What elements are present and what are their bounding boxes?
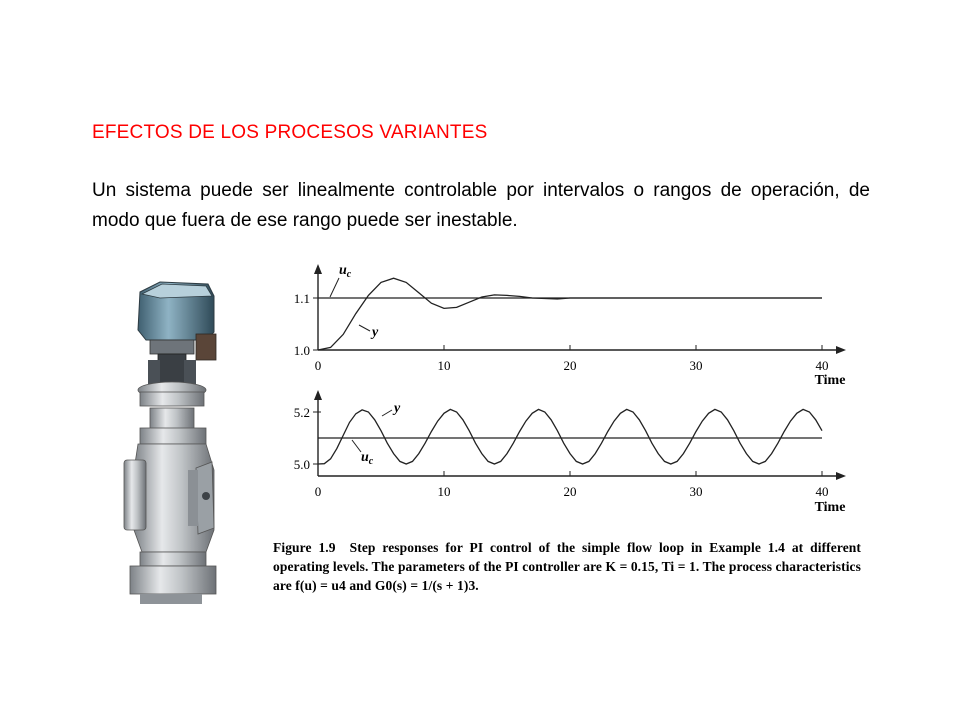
- series-label-uc: $u_c$: [361, 450, 374, 467]
- y-tick-label: 1.0: [293, 343, 310, 358]
- x-axis-arrow: [836, 472, 846, 480]
- series-line-y: [318, 278, 822, 350]
- series-leader: [330, 278, 339, 297]
- y-axis-arrow: [314, 390, 322, 400]
- x-tick-label: 20: [563, 484, 577, 499]
- slide-body-text: Un sistema puede ser linealmente controlable por intervalos o rangos de operación, de modo que fuera de ese rango puede ser inestable.: [92, 180, 870, 231]
- series-label-y: y: [372, 325, 379, 340]
- x-tick-label: 40: [815, 358, 829, 373]
- x-tick-label: 0: [314, 358, 322, 373]
- series-line-y: [318, 409, 822, 464]
- series-label-uc: $u_c$: [339, 263, 352, 280]
- series-label-y: y: [394, 401, 401, 416]
- x-axis-label: Time: [814, 500, 846, 515]
- x-tick-label: 40: [815, 484, 829, 499]
- series-leader: [359, 325, 370, 331]
- y-tick-label: 5.0: [293, 457, 310, 472]
- series-leader: [382, 410, 392, 416]
- figure-label: Figure 1.9: [273, 540, 336, 555]
- x-tick-label: 10: [437, 484, 451, 499]
- x-tick-label: 0: [314, 484, 322, 499]
- x-axis-label: Time: [814, 373, 846, 388]
- x-tick-label: 20: [563, 358, 577, 373]
- figure-caption: [273, 538, 861, 595]
- x-tick-label: 30: [689, 358, 703, 373]
- x-axis-arrow: [836, 346, 846, 354]
- y-tick-label: 1.1: [293, 291, 310, 306]
- figure-caption-text: Step responses for PI control of the simple flow loop in Example 1.4 at different operating levels. The parameters of the PI controller are K = 0.15, Ti = 1. The process characteristics are f(u) = u4 and G0(s) = 1/(s + 1)3.: [273, 540, 861, 593]
- x-tick-label: 10: [437, 358, 451, 373]
- x-tick-label: 30: [689, 484, 703, 499]
- series-leader: [352, 440, 361, 452]
- slide-heading: EFECTOS DE LOS PROCESOS VARIANTES: [92, 122, 488, 143]
- y-axis-arrow: [314, 264, 322, 274]
- y-tick-label: 5.2: [293, 405, 310, 420]
